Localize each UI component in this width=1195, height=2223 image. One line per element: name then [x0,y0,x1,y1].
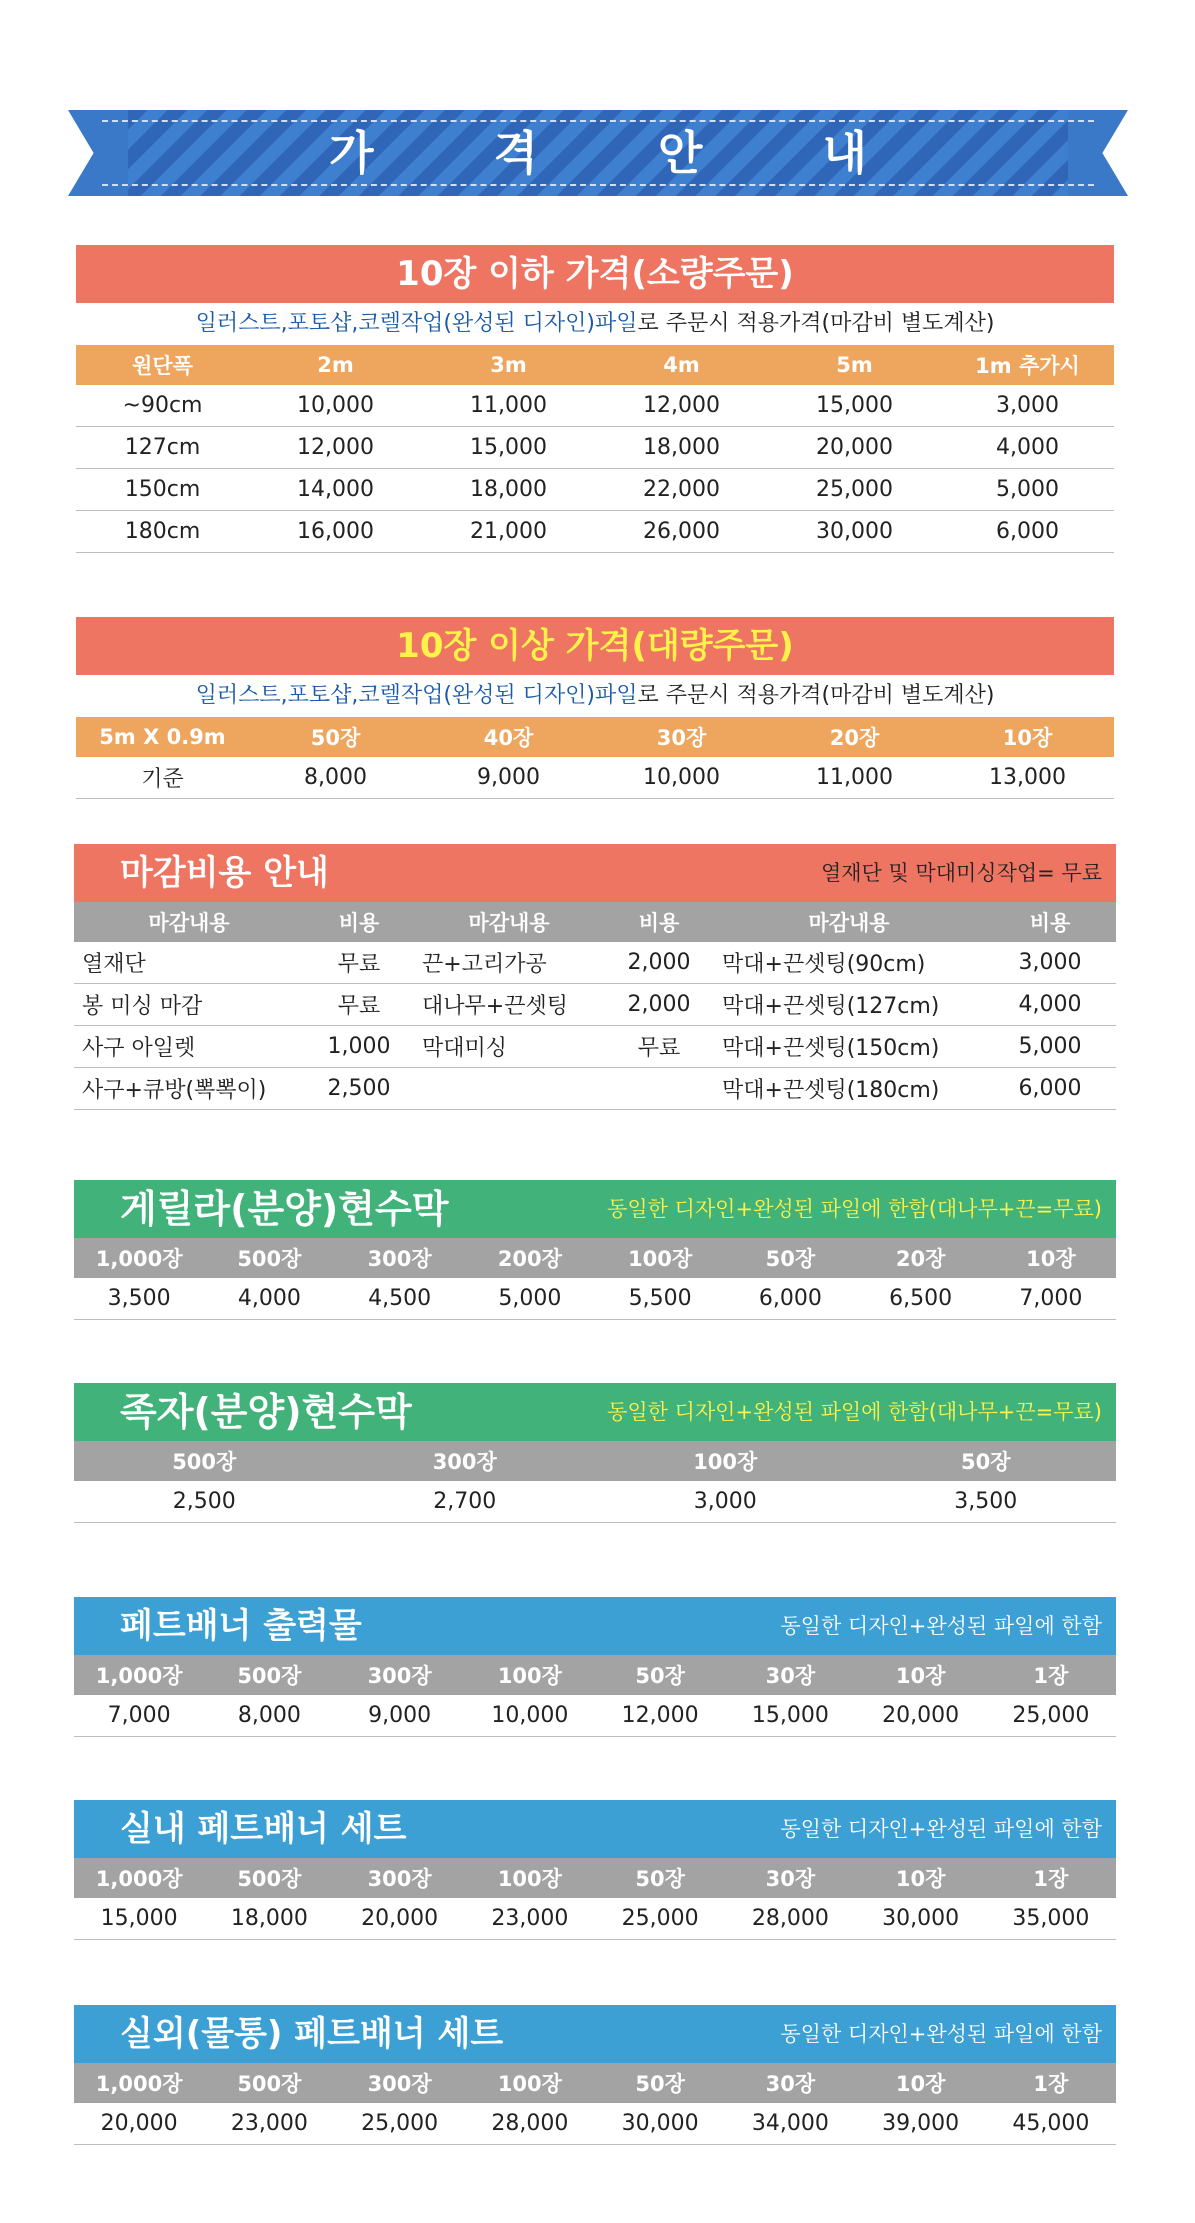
table-cell: 2,700 [335,1481,596,1523]
section-note: 동일한 디자인+완성된 파일에 한함 [780,2022,1102,2046]
table-cell: 11,000 [768,757,941,799]
table-header-row [74,1238,1116,1278]
table-cell: 16,000 [249,511,422,553]
table-header: 20장 [856,1238,986,1278]
table-cell: 35,000 [986,1898,1116,1940]
table-cell: 25,000 [595,1898,725,1940]
table-row [76,469,1114,511]
table-cell: 2,000 [604,984,714,1026]
section-indoor-set [74,1800,1116,1940]
table-cell: 12,000 [249,427,422,469]
table-cell: 5,000 [465,1278,595,1320]
section-heading [74,1383,1116,1441]
table-cell: 26,000 [595,511,768,553]
section-note: 동일한 디자인+완성된 파일에 한함(대나무+끈=무료) [607,1197,1102,1221]
table-header: 30장 [725,1858,855,1898]
table-cell: 13,000 [941,757,1114,799]
section-heading [74,2005,1116,2063]
section-heading-text: 게릴라(분양)현수막 [120,1187,449,1231]
section-heading-text: 페트배너 출력물 [120,1606,362,1646]
table-cell: 23,000 [465,1898,595,1940]
table-header: 5m X 0.9m [76,717,249,757]
table-header: 40장 [422,717,595,757]
table-header: 50장 [595,2063,725,2103]
section-bulk-orders [76,617,1114,799]
table-row [74,1898,1116,1940]
table-header: 1장 [986,1858,1116,1898]
table-header-row [76,345,1114,385]
outdoor-set-table [74,2063,1116,2145]
indoor-set-table [74,1858,1116,1940]
section-note: 동일한 디자인+완성된 파일에 한함 [780,1614,1102,1638]
table-cell: 10,000 [465,1695,595,1737]
table-header: 50장 [249,717,422,757]
table-cell: 127cm [76,427,249,469]
table-header: 마감내용 [714,902,984,942]
table-row [74,1481,1116,1523]
table-cell: 2,000 [604,942,714,984]
table-cell: 12,000 [595,1695,725,1737]
table-header: 10장 [986,1238,1116,1278]
table-header: 마감내용 [414,902,604,942]
scroll-banner-table [74,1441,1116,1523]
subtitle-highlight: 일러스트,포토샵,코렐작업(완성된 디자인)파일 [195,311,638,336]
section-scroll-banner [74,1383,1116,1523]
table-cell: 18,000 [204,1898,334,1940]
table-header-row [74,1441,1116,1481]
table-header: 1장 [986,1655,1116,1695]
section-heading [74,844,1116,902]
table-cell: 9,000 [422,757,595,799]
section-subtitle [76,303,1114,345]
table-header: 마감내용 [74,902,304,942]
table-cell: 막대+끈셋팅(127cm) [714,984,984,1026]
table-cell: 3,000 [984,942,1116,984]
section-heading [76,617,1114,675]
table-row [76,757,1114,799]
table-header: 비용 [304,902,414,942]
table-cell: 25,000 [335,2103,465,2145]
table-cell: 180cm [76,511,249,553]
table-cell: 9,000 [335,1695,465,1737]
table-cell: 39,000 [856,2103,986,2145]
finishing-table [74,902,1116,1110]
table-header: 비용 [604,902,714,942]
table-cell: 사구+큐방(뽁뽁이) [74,1068,304,1110]
table-cell: 3,500 [856,1481,1117,1523]
table-row [74,1068,1116,1110]
table-header: 50장 [595,1858,725,1898]
table-header: 300장 [335,1441,596,1481]
table-header: 10장 [856,2063,986,2103]
table-cell: 10,000 [595,757,768,799]
table-header: 30장 [725,1655,855,1695]
table-cell: 막대미싱 [414,1026,604,1068]
table-cell: 5,500 [595,1278,725,1320]
table-header: 300장 [335,1655,465,1695]
table-header: 4m [595,345,768,385]
table-row [76,511,1114,553]
table-cell: 4,000 [941,427,1114,469]
table-cell: 20,000 [768,427,941,469]
price-table-small [76,345,1114,553]
section-note: 동일한 디자인+완성된 파일에 한함 [780,1817,1102,1841]
section-note: 동일한 디자인+완성된 파일에 한함(대나무+끈=무료) [607,1400,1102,1424]
section-finishing [74,844,1116,1110]
price-table-bulk [76,717,1114,799]
table-header: 1,000장 [74,1858,204,1898]
table-cell: 6,000 [941,511,1114,553]
table-cell: 28,000 [725,1898,855,1940]
table-header: 100장 [595,1238,725,1278]
table-header: 30장 [595,717,768,757]
table-cell: 대나무+끈셋팅 [414,984,604,1026]
table-header: 500장 [204,1238,334,1278]
table-cell [604,1068,714,1110]
table-header: 500장 [204,1655,334,1695]
table-row [76,385,1114,427]
table-cell: ~90cm [76,385,249,427]
table-header: 10장 [941,717,1114,757]
table-cell: 30,000 [595,2103,725,2145]
section-heading-text: 족자(분양)현수막 [120,1390,412,1434]
table-cell: 3,000 [595,1481,856,1523]
table-cell: 4,000 [204,1278,334,1320]
table-cell [414,1068,604,1110]
table-cell: 5,000 [984,1026,1116,1068]
table-header: 5m [768,345,941,385]
table-cell: 3,000 [941,385,1114,427]
table-header: 1m 추가시 [941,345,1114,385]
table-cell: 막대+끈셋팅(180cm) [714,1068,984,1110]
table-header: 50장 [595,1655,725,1695]
table-cell: 28,000 [465,2103,595,2145]
table-header-row [74,1655,1116,1695]
table-cell: 무료 [304,942,414,984]
table-header: 1장 [986,2063,1116,2103]
table-header: 100장 [465,2063,595,2103]
table-header-row [74,1858,1116,1898]
table-cell: 끈+고리가공 [414,942,604,984]
table-cell: 18,000 [422,469,595,511]
table-cell: 7,000 [74,1695,204,1737]
table-cell: 6,000 [725,1278,855,1320]
subtitle-rest: 로 주문시 적용가격(마감비 별도계산) [637,311,995,336]
table-header: 500장 [204,2063,334,2103]
table-header: 2m [249,345,422,385]
table-cell: 봉 미싱 마감 [74,984,304,1026]
section-heading-text: 실외(물통) 페트배너 세트 [120,2014,504,2054]
table-cell: 20,000 [335,1898,465,1940]
section-heading-text: 10장 이상 가격(대량주문) [396,626,794,666]
table-header: 10장 [856,1655,986,1695]
table-cell: 30,000 [856,1898,986,1940]
table-cell: 4,000 [984,984,1116,1026]
table-header: 500장 [74,1441,335,1481]
table-cell: 150cm [76,469,249,511]
table-cell: 열재단 [74,942,304,984]
table-header-row [76,717,1114,757]
table-header-row [74,2063,1116,2103]
section-heading [74,1180,1116,1238]
section-heading-text: 실내 페트배너 세트 [120,1809,407,1849]
table-cell: 무료 [604,1026,714,1068]
section-heading [76,245,1114,303]
table-header: 50장 [725,1238,855,1278]
table-row [76,427,1114,469]
table-cell: 18,000 [595,427,768,469]
table-cell: 10,000 [249,385,422,427]
table-cell: 15,000 [725,1695,855,1737]
table-cell: 22,000 [595,469,768,511]
table-header: 20장 [768,717,941,757]
table-cell: 2,500 [74,1481,335,1523]
table-cell: 21,000 [422,511,595,553]
section-note: 열재단 및 막대미싱작업= 무료 [820,861,1102,885]
table-row [74,1026,1116,1068]
table-cell: 2,500 [304,1068,414,1110]
section-subtitle [76,675,1114,717]
table-header: 300장 [335,1858,465,1898]
table-cell: 15,000 [422,427,595,469]
table-cell: 20,000 [74,2103,204,2145]
section-heading-text: 10장 이하 가격(소량주문) [396,254,794,294]
table-cell: 23,000 [204,2103,334,2145]
table-header: 10장 [856,1858,986,1898]
table-cell: 14,000 [249,469,422,511]
table-cell: 30,000 [768,511,941,553]
table-cell: 15,000 [768,385,941,427]
table-cell: 8,000 [204,1695,334,1737]
table-cell: 8,000 [249,757,422,799]
table-cell: 12,000 [595,385,768,427]
table-cell: 3,500 [74,1278,204,1320]
table-header: 1,000장 [74,1655,204,1695]
table-header: 300장 [335,2063,465,2103]
title-ribbon [68,110,1128,196]
table-header: 원단폭 [76,345,249,385]
table-cell: 15,000 [74,1898,204,1940]
table-cell: 4,500 [335,1278,465,1320]
table-row [74,1278,1116,1320]
table-header: 200장 [465,1238,595,1278]
section-outdoor-set [74,2005,1116,2145]
page-title: 가 격 안 내 [329,126,919,180]
table-cell: 6,500 [856,1278,986,1320]
table-cell: 7,000 [986,1278,1116,1320]
table-row [74,2103,1116,2145]
table-row [74,942,1116,984]
subtitle-rest: 로 주문시 적용가격(마감비 별도계산) [637,683,995,708]
table-cell: 45,000 [986,2103,1116,2145]
table-header: 100장 [465,1655,595,1695]
section-heading [74,1800,1116,1858]
section-heading [74,1597,1116,1655]
table-header: 3m [422,345,595,385]
section-guerrilla [74,1180,1116,1320]
subtitle-highlight: 일러스트,포토샵,코렐작업(완성된 디자인)파일 [195,683,638,708]
table-cell: 25,000 [986,1695,1116,1737]
pet-banner-table [74,1655,1116,1737]
table-header: 100장 [595,1441,856,1481]
table-header: 100장 [465,1858,595,1898]
table-header-row [74,902,1116,942]
table-row [74,1695,1116,1737]
table-cell: 25,000 [768,469,941,511]
section-pet-banner [74,1597,1116,1737]
table-cell: 20,000 [856,1695,986,1737]
table-cell: 막대+끈셋팅(90cm) [714,942,984,984]
table-row [74,984,1116,1026]
guerrilla-table [74,1238,1116,1320]
section-heading-text: 마감비용 안내 [120,853,329,893]
table-cell: 1,000 [304,1026,414,1068]
table-cell: 무료 [304,984,414,1026]
table-header: 50장 [856,1441,1117,1481]
table-cell: 사구 아일렛 [74,1026,304,1068]
table-cell: 기준 [76,757,249,799]
table-cell: 11,000 [422,385,595,427]
table-header: 비용 [984,902,1116,942]
table-header: 500장 [204,1858,334,1898]
table-header: 1,000장 [74,2063,204,2103]
table-header: 300장 [335,1238,465,1278]
table-cell: 5,000 [941,469,1114,511]
section-small-orders [76,245,1114,553]
table-header: 1,000장 [74,1238,204,1278]
table-cell: 34,000 [725,2103,855,2145]
table-cell: 막대+끈셋팅(150cm) [714,1026,984,1068]
table-header: 30장 [725,2063,855,2103]
table-cell: 6,000 [984,1068,1116,1110]
